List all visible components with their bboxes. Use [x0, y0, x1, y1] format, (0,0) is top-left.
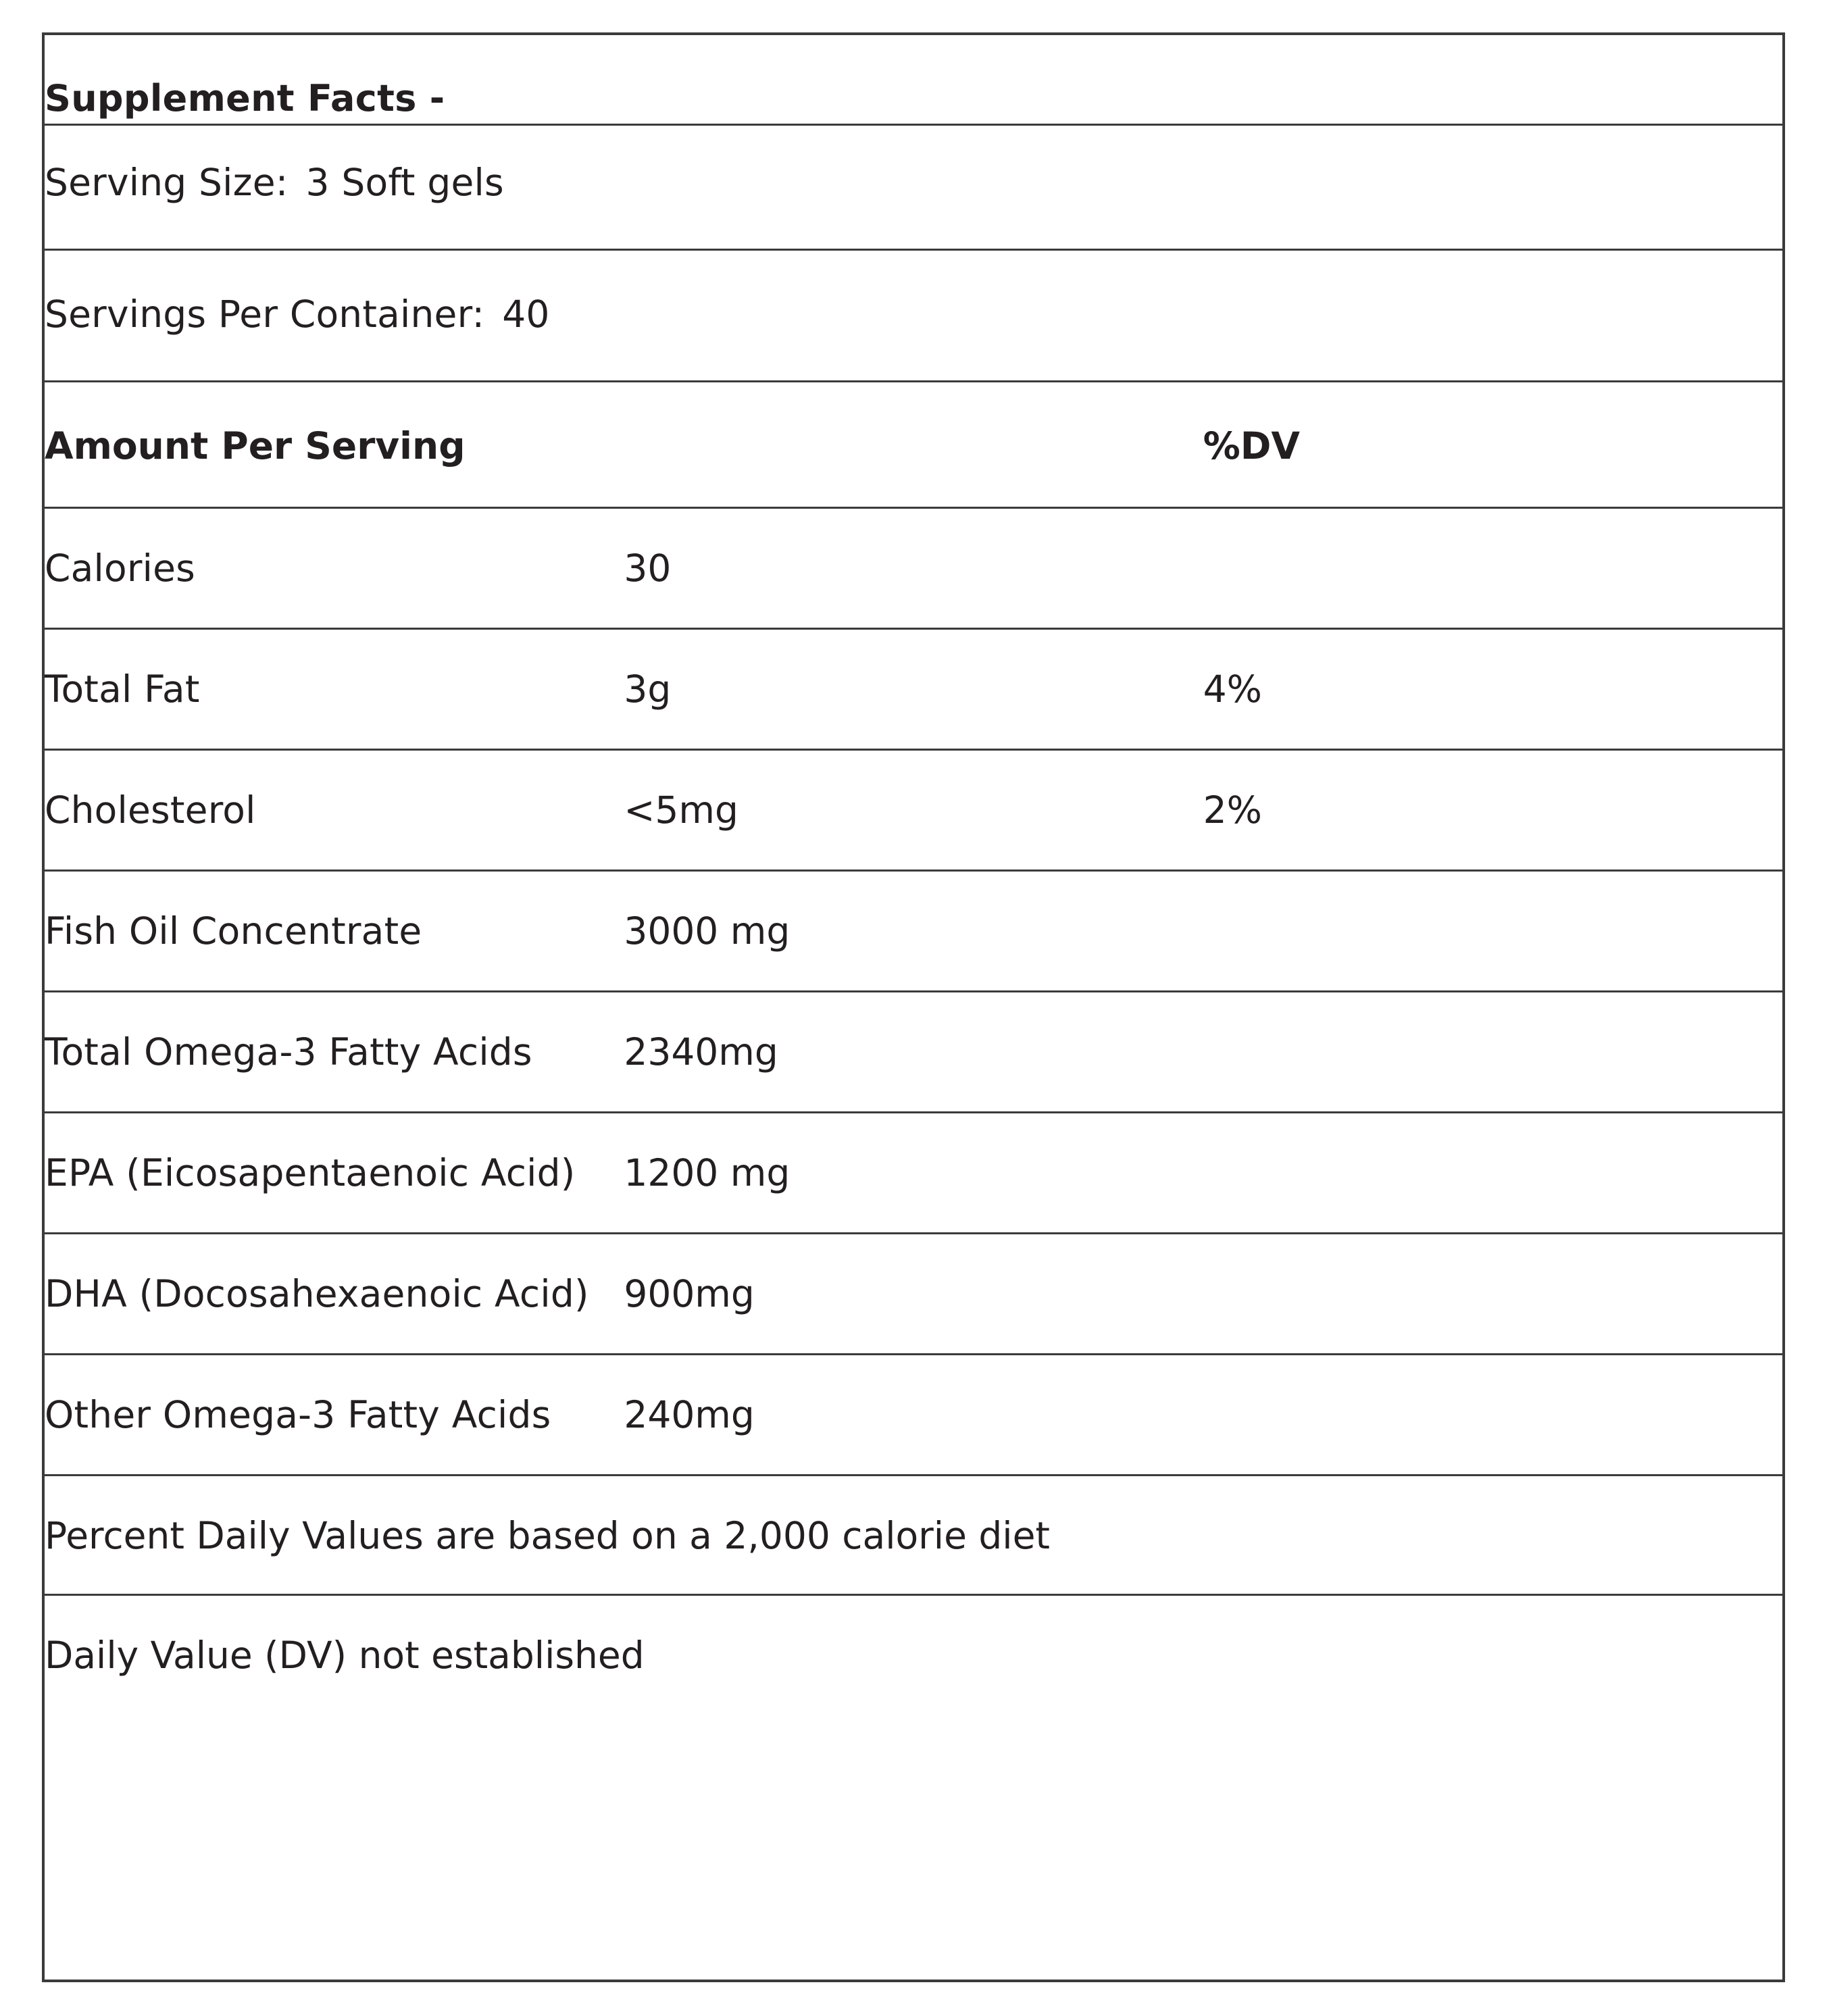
- footnote-daily-values: Percent Daily Values are based on a 2,000 calorie diet: [45, 1514, 1050, 1557]
- panel-title: Supplement Facts -: [45, 77, 445, 120]
- table-row: [45, 992, 1782, 1113]
- table-row: [45, 1355, 1782, 1476]
- nutrient-dv: [1203, 1355, 1782, 1476]
- table-row: [45, 508, 1782, 629]
- nutrient-amount: 1200 mg: [624, 1151, 791, 1194]
- nutrient-dv: 2%: [1203, 788, 1262, 832]
- amount-per-serving-header: Amount Per Serving: [45, 424, 466, 468]
- nutrient-amount: 3000 mg: [624, 909, 791, 953]
- amount-per-serving-header-row: [45, 382, 1782, 508]
- nutrient-amount: <5mg: [624, 788, 738, 832]
- serving-size-row: [45, 125, 1782, 250]
- table-row: [45, 1234, 1782, 1355]
- serving-size-label: Serving Size:: [45, 161, 289, 204]
- nutrient-name: DHA (Docosahexaenoic Acid): [45, 1272, 589, 1315]
- nutrient-dv: [1203, 1234, 1782, 1355]
- nutrient-dv: [1203, 1113, 1782, 1234]
- nutrient-name: Total Fat: [45, 667, 200, 711]
- nutrient-name: EPA (Eicosapentaenoic Acid): [45, 1151, 576, 1194]
- nutrient-dv: 4%: [1203, 667, 1262, 711]
- nutrient-dv: [1203, 871, 1782, 992]
- servings-per-container-label: Servings Per Container:: [45, 293, 485, 336]
- table-row: [45, 871, 1782, 992]
- nutrient-name: Total Omega-3 Fatty Acids: [45, 1030, 532, 1074]
- footnote-row: [45, 1595, 1782, 1714]
- nutrient-name: Other Omega-3 Fatty Acids: [45, 1393, 551, 1436]
- nutrient-name: Fish Oil Concentrate: [45, 909, 422, 953]
- table-row: [45, 750, 1782, 871]
- servings-per-container-row: [45, 250, 1782, 382]
- nutrient-amount: 3g: [624, 667, 672, 711]
- supplement-facts-panel: [42, 32, 1785, 1982]
- table-row: [45, 1113, 1782, 1234]
- nutrient-amount: 900mg: [624, 1272, 755, 1315]
- nutrient-name: Cholesterol: [45, 788, 256, 832]
- nutrient-amount: 30: [624, 547, 672, 590]
- title-row: [45, 35, 1782, 125]
- header-amount-spacer: [624, 382, 1203, 508]
- serving-size-value: 3 Soft gels: [305, 161, 504, 204]
- footnote-dv-not-established: Daily Value (DV) not established: [45, 1634, 645, 1677]
- nutrient-amount: 240mg: [624, 1393, 755, 1436]
- servings-per-container-value: 40: [502, 293, 550, 336]
- dv-header: %DV: [1203, 424, 1300, 468]
- nutrient-name: Calories: [45, 547, 196, 590]
- nutrient-dv: [1203, 508, 1782, 629]
- nutrient-amount: 2340mg: [624, 1030, 778, 1074]
- nutrient-dv: [1203, 992, 1782, 1113]
- table-row: [45, 629, 1782, 750]
- supplement-facts-table: [45, 35, 1782, 1713]
- footnote-row: [45, 1476, 1782, 1595]
